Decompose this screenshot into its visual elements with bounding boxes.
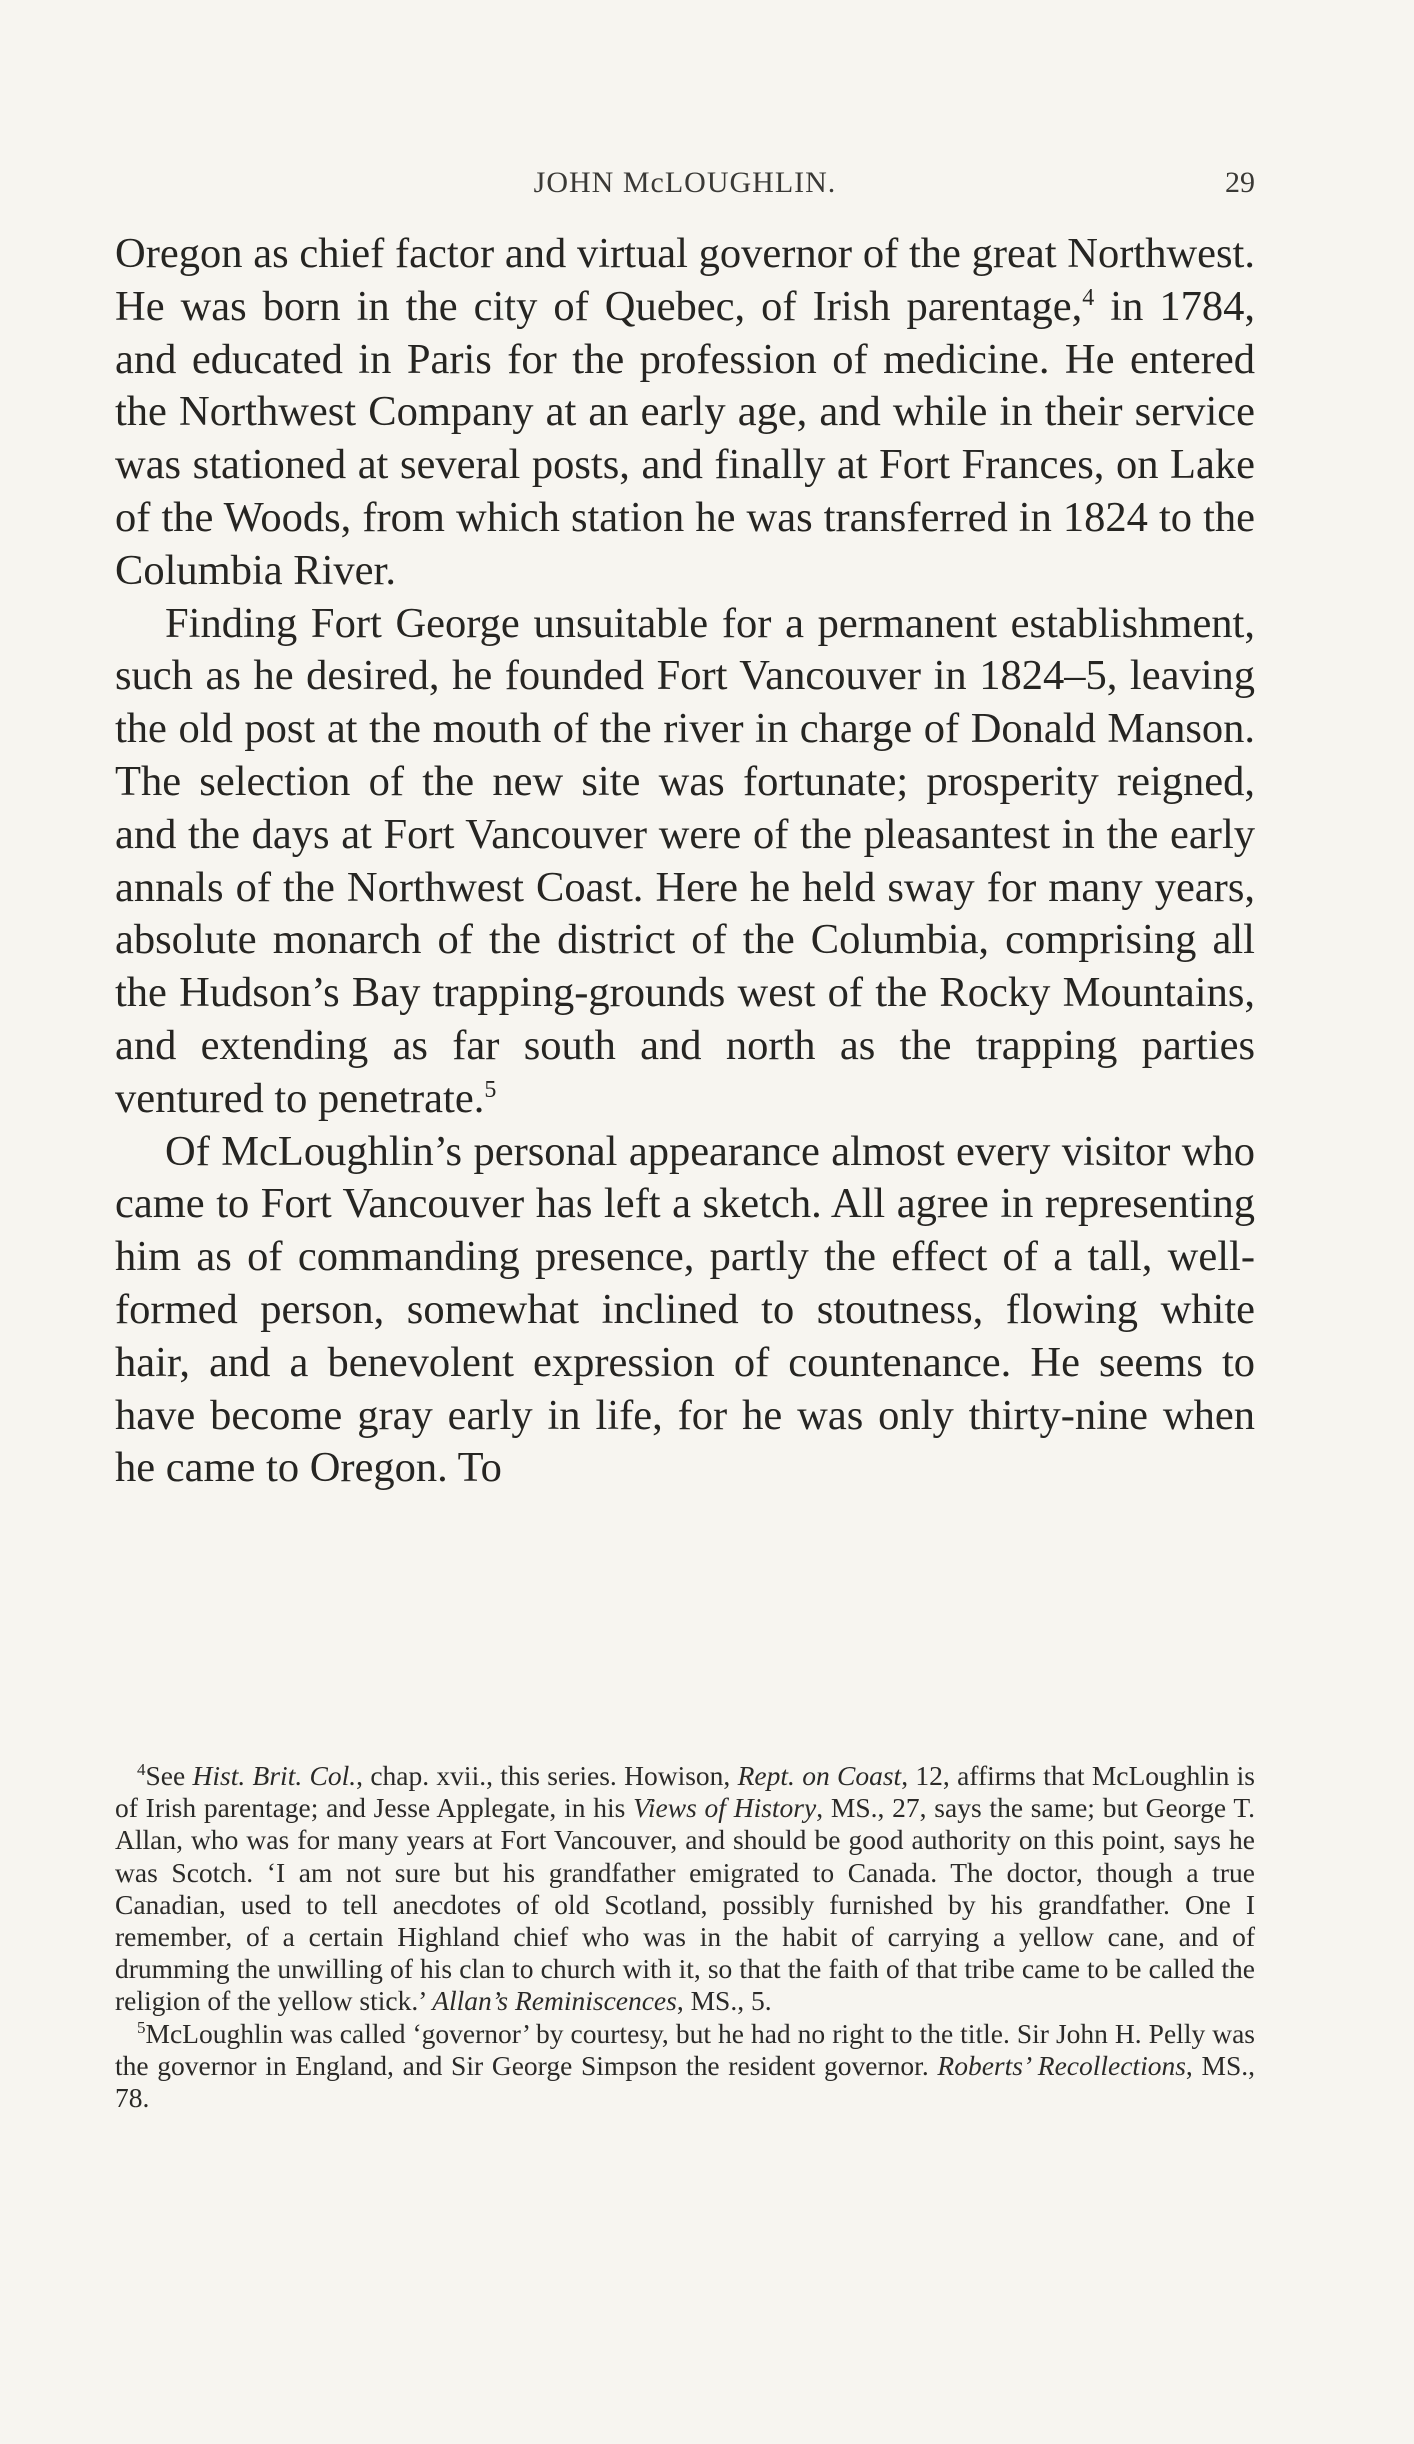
footnote-5-citation: Roberts’ Recollections [937, 2049, 1186, 2081]
footnote-4-citation: Hist. Brit. Col. [192, 1760, 357, 1791]
footnote-5-text: McLoughlin was called ‘governor’ by courtesy, but he had no right to the title. Sir John H. Pelly was the governor in England, and Sir George Simpson the resident governor. [115, 2017, 1255, 2081]
footnote-4-citation: Views of History [633, 1792, 817, 1824]
footnote-ref-5: 5 [484, 1076, 497, 1103]
paragraph-3 [115, 1126, 1255, 1496]
paragraph-2-text: Finding Fort George unsuitable for a permanent establishment, such as he desired, he founded Fort Vancouver in 1824–5, leaving the old post at the mouth of the river in charge of Donald Manson. The selection of the new site was fortunate; prosperity reigned, and the days at Fort Vancouver were of the pleasantest in the early annals of the Northwest Coast. Here he held sway for many years, absolute monarch of the district of the Columbia, comprising all the Hudson’s Bay trapping-grounds west of the Rocky Mountains, and extending as far south and north as the trapping parties ventured to penetrate. [115, 599, 1255, 1122]
footnote-4-citation: Rept. on Coast [737, 1760, 902, 1791]
paragraph-1-rest: in 1784, and educated in Paris for the profession of medicine. He entered the Northwest Company at an early age, and while in their service was stationed at several posts, and finally at Fort Frances, on Lake of the Woods, from which station he was transferred in 1824 to the Columbia River. [115, 282, 1256, 594]
footnote-4-text: , MS., 5. [676, 1985, 772, 2017]
footnote-4-text: , 12, affirms that McLoughlin is of Irish parentage; and Jesse Applegate, in his [115, 1760, 1255, 1824]
paragraph-1 [115, 228, 1255, 598]
body-text [115, 228, 1255, 1495]
running-head [115, 166, 1255, 206]
footnote-5-text: , MS., 78. [115, 2049, 1256, 2114]
footnote-4-number: 4 [137, 1759, 146, 1779]
paragraph-2 [115, 598, 1255, 1126]
footnote-5 [115, 2018, 1255, 2115]
paragraph-3-text: Of McLoughlin’s personal appearance almost every visitor who came to Fort Vancouver has left a sketch. All agree in representing him as of commanding presence, partly the effect of a tall, well-formed person, somewhat inclined to stoutness, flowing white hair, and a benevolent expression of countenance. He seems to have become gray early in life, for he was only thirty-nine when he came to Oregon. To [115, 1127, 1255, 1492]
footnote-4-text: See [145, 1760, 193, 1791]
footnote-4-text: , chap. xvii., this series. Howison, [356, 1760, 738, 1791]
footnote-4-text: , MS., 27, says the same; but George T. Allan, who was for many years at Fort Vancouver, and should be good authority on this point, says he was Scotch. ‘I am not sure but his grandfather emigrated to Canada. The doctor, though a true Canadian, used to tell anecdotes of old Scotland, possibly furnished by his grandfather. One I remember, of a certain Highland chief who was in the habit of carrying a yellow cane, and of drumming the unwilling of his clan to church with it, so that the faith of that tribe came to be called the religion of the yellow stick.’ [115, 1792, 1255, 2017]
running-title: JOHN McLOUGHLIN. [533, 166, 837, 199]
paragraph-1-text: Oregon as chief factor and virtual governor of the great Northwest. He was born in the city of Quebec, of Irish parentage, [115, 230, 1255, 330]
footnote-ref-4: 4 [1082, 284, 1095, 311]
footnote-5-number: 5 [137, 2017, 146, 2037]
footnote-4 [115, 1760, 1255, 2018]
footnote-4-citation: Allan’s Reminiscences [432, 1985, 677, 2017]
footnotes [115, 1760, 1255, 2114]
page-number: 29 [1225, 166, 1255, 199]
